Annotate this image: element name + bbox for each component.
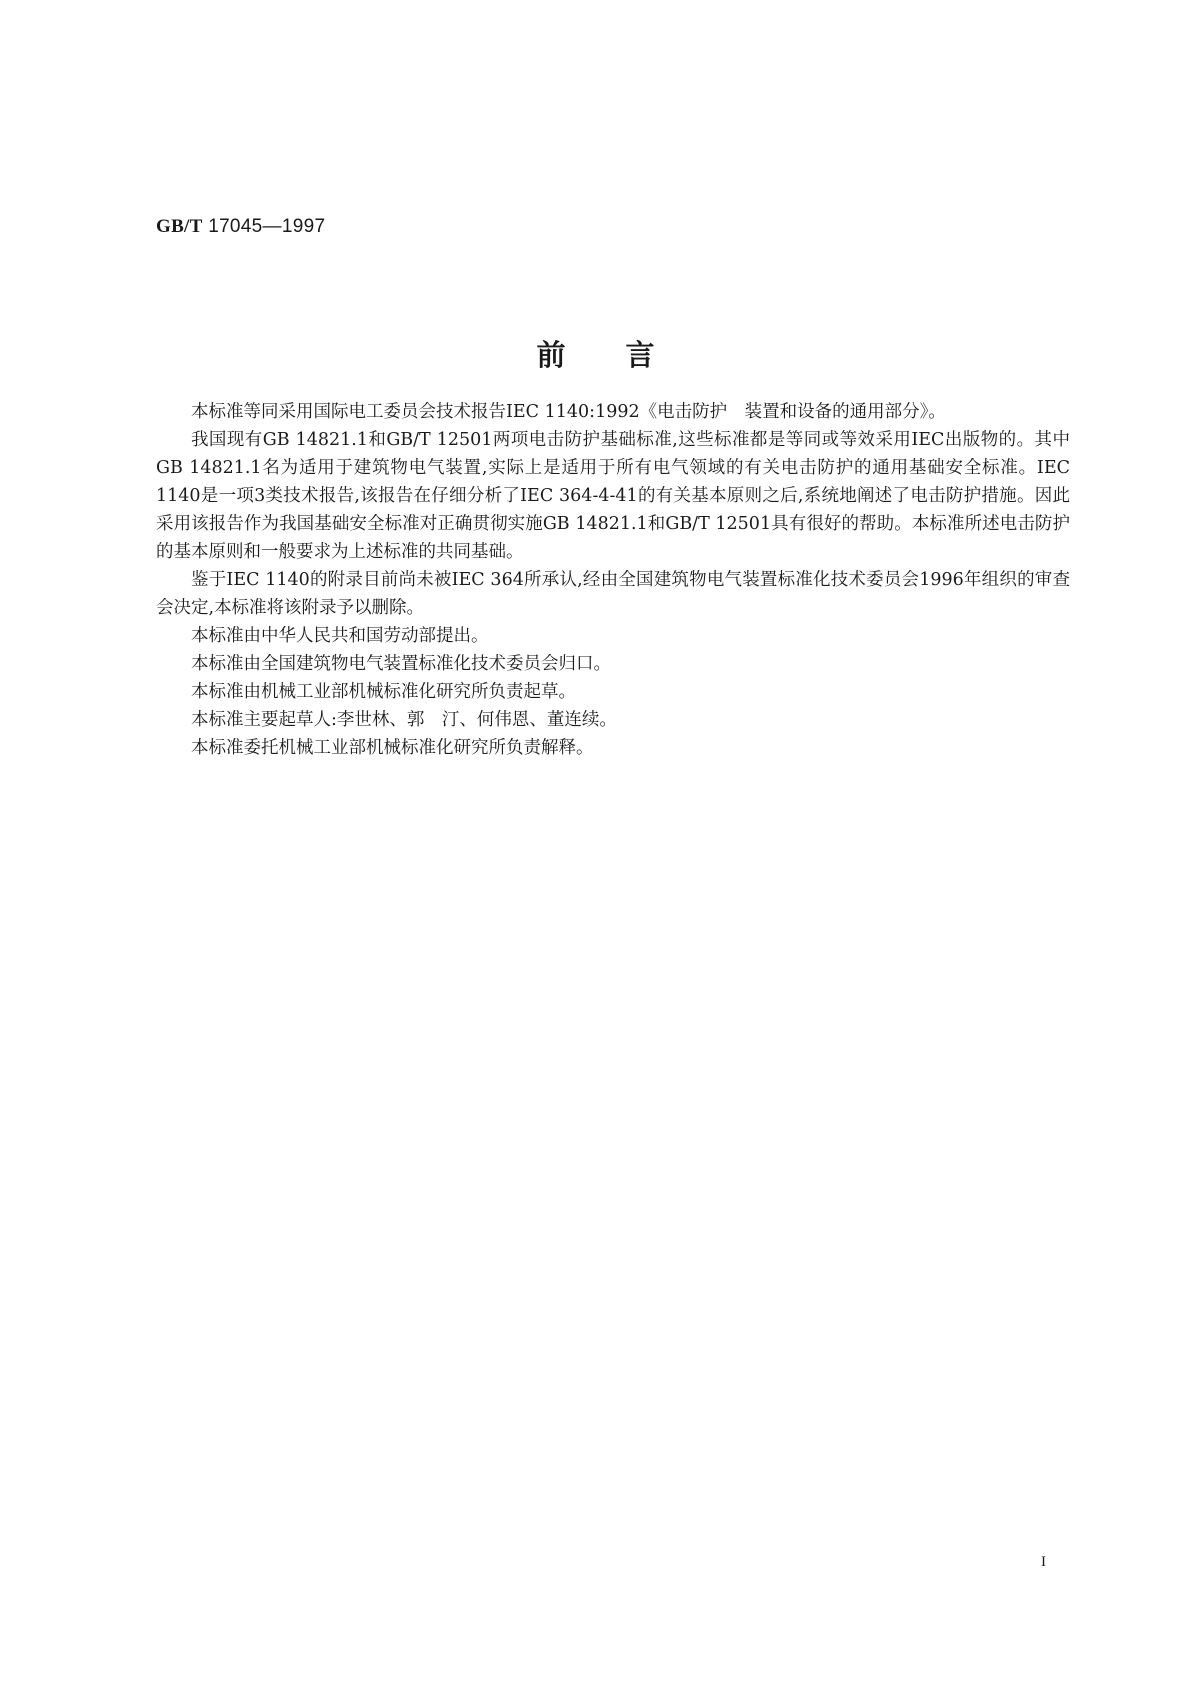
paragraph: 鉴于IEC 1140的附录目前尚未被IEC 364所承认,经由全国建筑物电气装置标准化技术委员会1996年组织的审查会决定,本标准将该附录予以删除。: [156, 570, 1070, 618]
paragraph: 本标准委托机械工业部机械标准化研究所负责解释。: [191, 738, 594, 758]
standard-prefix: GB/T: [156, 216, 203, 237]
paragraph: 本标准由全国建筑物电气装置标准化技术委员会归口。: [191, 654, 611, 674]
paragraph: 本标准等同采用国际电工委员会技术报告IEC 1140:1992《电击防护 装置和设备的通用部分》。: [191, 402, 946, 422]
paragraph: 本标准由机械工业部机械标准化研究所负责起草。: [191, 682, 576, 702]
paragraph: 本标准主要起草人:李世林、郭 汀、何伟恩、董连续。: [191, 710, 617, 730]
paragraph: 我国现有GB 14821.1和GB/T 12501两项电击防护基础标准,这些标准都是等同或等效采用IEC出版物的。其中GB 14821.1名为适用于建筑物电气装置,实际上是适用于所有电气领域的有关电击防护的通用基础安全标准。IEC 1140是一项3类技术报告,该报告在仔细分析了IEC 364-4-41的有关基本原则之后,系统地阐述了电击防护措施。因此采用该报告作为我国基础安全标准对正确贯彻实施GB 14821.1和GB/T 12501具有很好的帮助。本标准所述电击防护的基本原则和一般要求为上述标准的共同基础。: [156, 430, 1070, 562]
paragraph: 本标准由中华人民共和国劳动部提出。: [191, 626, 489, 646]
page-title: 前言: [536, 338, 715, 372]
standard-number: [156, 216, 325, 238]
standard-code: 17045—1997: [208, 216, 326, 237]
page-number: I: [1041, 1554, 1046, 1570]
foreword-body: [156, 398, 1070, 762]
